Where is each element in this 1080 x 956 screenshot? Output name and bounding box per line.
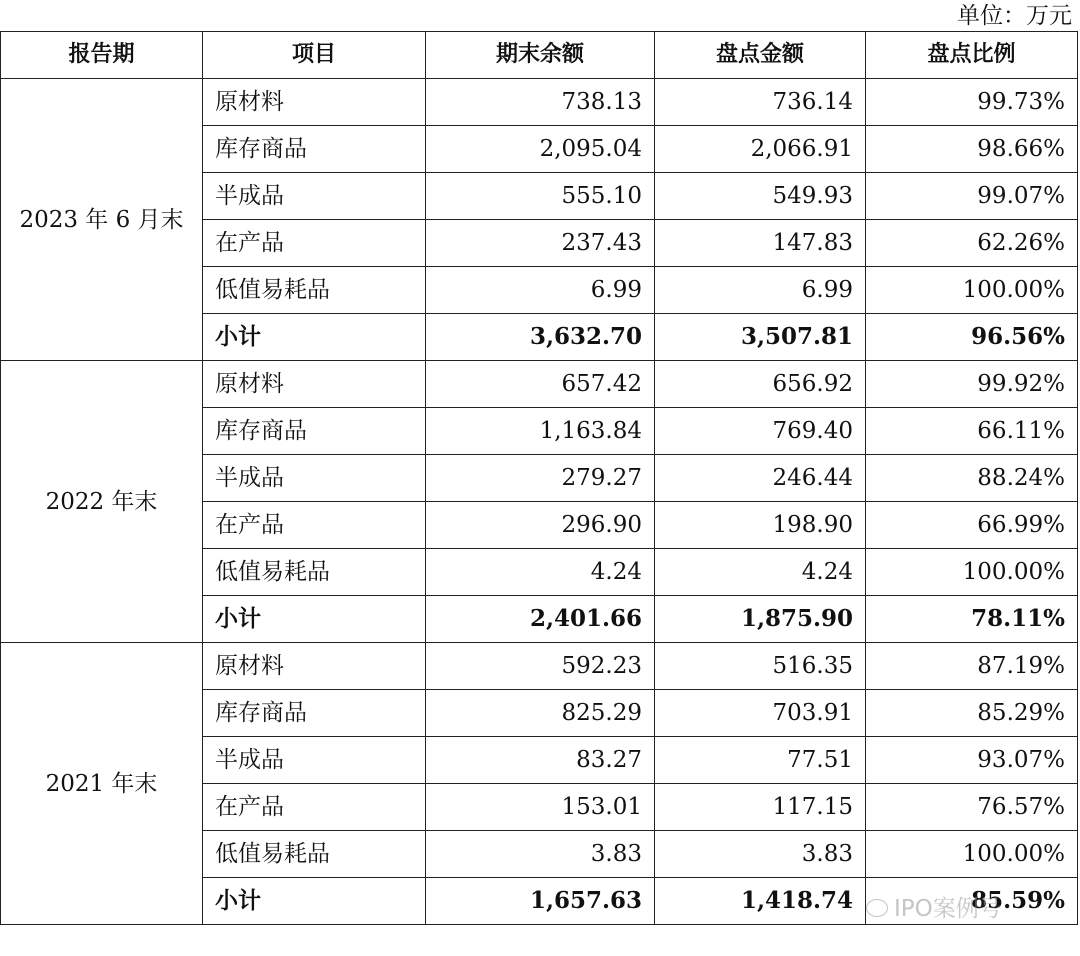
period-label: 2021 年末 bbox=[1, 643, 203, 925]
balance-cell: 6.99 bbox=[426, 267, 655, 314]
counted-cell: 147.83 bbox=[655, 220, 866, 267]
counted-cell: 6.99 bbox=[655, 267, 866, 314]
table-row bbox=[1, 79, 1078, 126]
item-cell: 半成品 bbox=[203, 173, 426, 220]
subtotal-counted: 1,875.90 bbox=[655, 596, 866, 643]
ratio-cell: 93.07% bbox=[866, 737, 1078, 784]
item-cell: 低值易耗品 bbox=[203, 549, 426, 596]
unit-label: 单位：万元 bbox=[957, 3, 1072, 29]
balance-cell: 555.10 bbox=[426, 173, 655, 220]
header-row bbox=[1, 32, 1078, 79]
item-cell: 库存商品 bbox=[203, 408, 426, 455]
item-cell: 库存商品 bbox=[203, 690, 426, 737]
ratio-cell: 99.92% bbox=[866, 361, 1078, 408]
balance-cell: 825.29 bbox=[426, 690, 655, 737]
subtotal-ratio: 78.11% bbox=[866, 596, 1078, 643]
balance-cell: 296.90 bbox=[426, 502, 655, 549]
subtotal-counted: 3,507.81 bbox=[655, 314, 866, 361]
subtotal-balance: 2,401.66 bbox=[426, 596, 655, 643]
balance-cell: 1,163.84 bbox=[426, 408, 655, 455]
item-cell: 在产品 bbox=[203, 220, 426, 267]
ratio-cell: 76.57% bbox=[866, 784, 1078, 831]
balance-cell: 4.24 bbox=[426, 549, 655, 596]
balance-cell: 83.27 bbox=[426, 737, 655, 784]
counted-cell: 246.44 bbox=[655, 455, 866, 502]
ratio-cell: 87.19% bbox=[866, 643, 1078, 690]
header-item: 项目 bbox=[203, 32, 426, 79]
ratio-cell: 100.00% bbox=[866, 831, 1078, 878]
counted-cell: 769.40 bbox=[655, 408, 866, 455]
header-period: 报告期 bbox=[1, 32, 203, 79]
ratio-cell: 100.00% bbox=[866, 549, 1078, 596]
table-row bbox=[1, 643, 1078, 690]
item-cell: 原材料 bbox=[203, 643, 426, 690]
counted-cell: 703.91 bbox=[655, 690, 866, 737]
counted-cell: 516.35 bbox=[655, 643, 866, 690]
ratio-cell: 99.73% bbox=[866, 79, 1078, 126]
subtotal-balance: 1,657.63 bbox=[426, 878, 655, 925]
counted-cell: 736.14 bbox=[655, 79, 866, 126]
ratio-cell: 66.11% bbox=[866, 408, 1078, 455]
balance-cell: 237.43 bbox=[426, 220, 655, 267]
item-cell: 半成品 bbox=[203, 455, 426, 502]
watermark-text: IPO案例号 bbox=[894, 896, 1002, 922]
counted-cell: 117.15 bbox=[655, 784, 866, 831]
period-label: 2022 年末 bbox=[1, 361, 203, 643]
counted-cell: 77.51 bbox=[655, 737, 866, 784]
item-cell: 原材料 bbox=[203, 79, 426, 126]
ratio-cell: 66.99% bbox=[866, 502, 1078, 549]
balance-cell: 3.83 bbox=[426, 831, 655, 878]
header-count-amount: 盘点金额 bbox=[655, 32, 866, 79]
item-cell: 低值易耗品 bbox=[203, 831, 426, 878]
header-ending-balance: 期末余额 bbox=[426, 32, 655, 79]
subtotal-label: 小计 bbox=[203, 314, 426, 361]
balance-cell: 153.01 bbox=[426, 784, 655, 831]
counted-cell: 4.24 bbox=[655, 549, 866, 596]
ratio-cell: 85.29% bbox=[866, 690, 1078, 737]
item-cell: 低值易耗品 bbox=[203, 267, 426, 314]
subtotal-balance: 3,632.70 bbox=[426, 314, 655, 361]
counted-cell: 2,066.91 bbox=[655, 126, 866, 173]
item-cell: 库存商品 bbox=[203, 126, 426, 173]
table-row bbox=[1, 361, 1078, 408]
header-count-ratio: 盘点比例 bbox=[866, 32, 1078, 79]
ratio-cell: 98.66% bbox=[866, 126, 1078, 173]
balance-cell: 738.13 bbox=[426, 79, 655, 126]
balance-cell: 592.23 bbox=[426, 643, 655, 690]
item-cell: 半成品 bbox=[203, 737, 426, 784]
item-cell: 在产品 bbox=[203, 784, 426, 831]
ratio-cell: 100.00% bbox=[866, 267, 1078, 314]
counted-cell: 549.93 bbox=[655, 173, 866, 220]
subtotal-label: 小计 bbox=[203, 596, 426, 643]
inventory-count-table bbox=[0, 31, 1078, 925]
ratio-cell: 88.24% bbox=[866, 455, 1078, 502]
item-cell: 在产品 bbox=[203, 502, 426, 549]
subtotal-ratio: 96.56% bbox=[866, 314, 1078, 361]
period-label: 2023 年 6 月末 bbox=[1, 79, 203, 361]
subtotal-ratio: 85.59% bbox=[866, 878, 1078, 925]
counted-cell: 656.92 bbox=[655, 361, 866, 408]
ratio-cell: 99.07% bbox=[866, 173, 1078, 220]
balance-cell: 2,095.04 bbox=[426, 126, 655, 173]
subtotal-label: 小计 bbox=[203, 878, 426, 925]
counted-cell: 3.83 bbox=[655, 831, 866, 878]
ratio-cell: 62.26% bbox=[866, 220, 1078, 267]
balance-cell: 657.42 bbox=[426, 361, 655, 408]
balance-cell: 279.27 bbox=[426, 455, 655, 502]
counted-cell: 198.90 bbox=[655, 502, 866, 549]
item-cell: 原材料 bbox=[203, 361, 426, 408]
subtotal-counted: 1,418.74 bbox=[655, 878, 866, 925]
